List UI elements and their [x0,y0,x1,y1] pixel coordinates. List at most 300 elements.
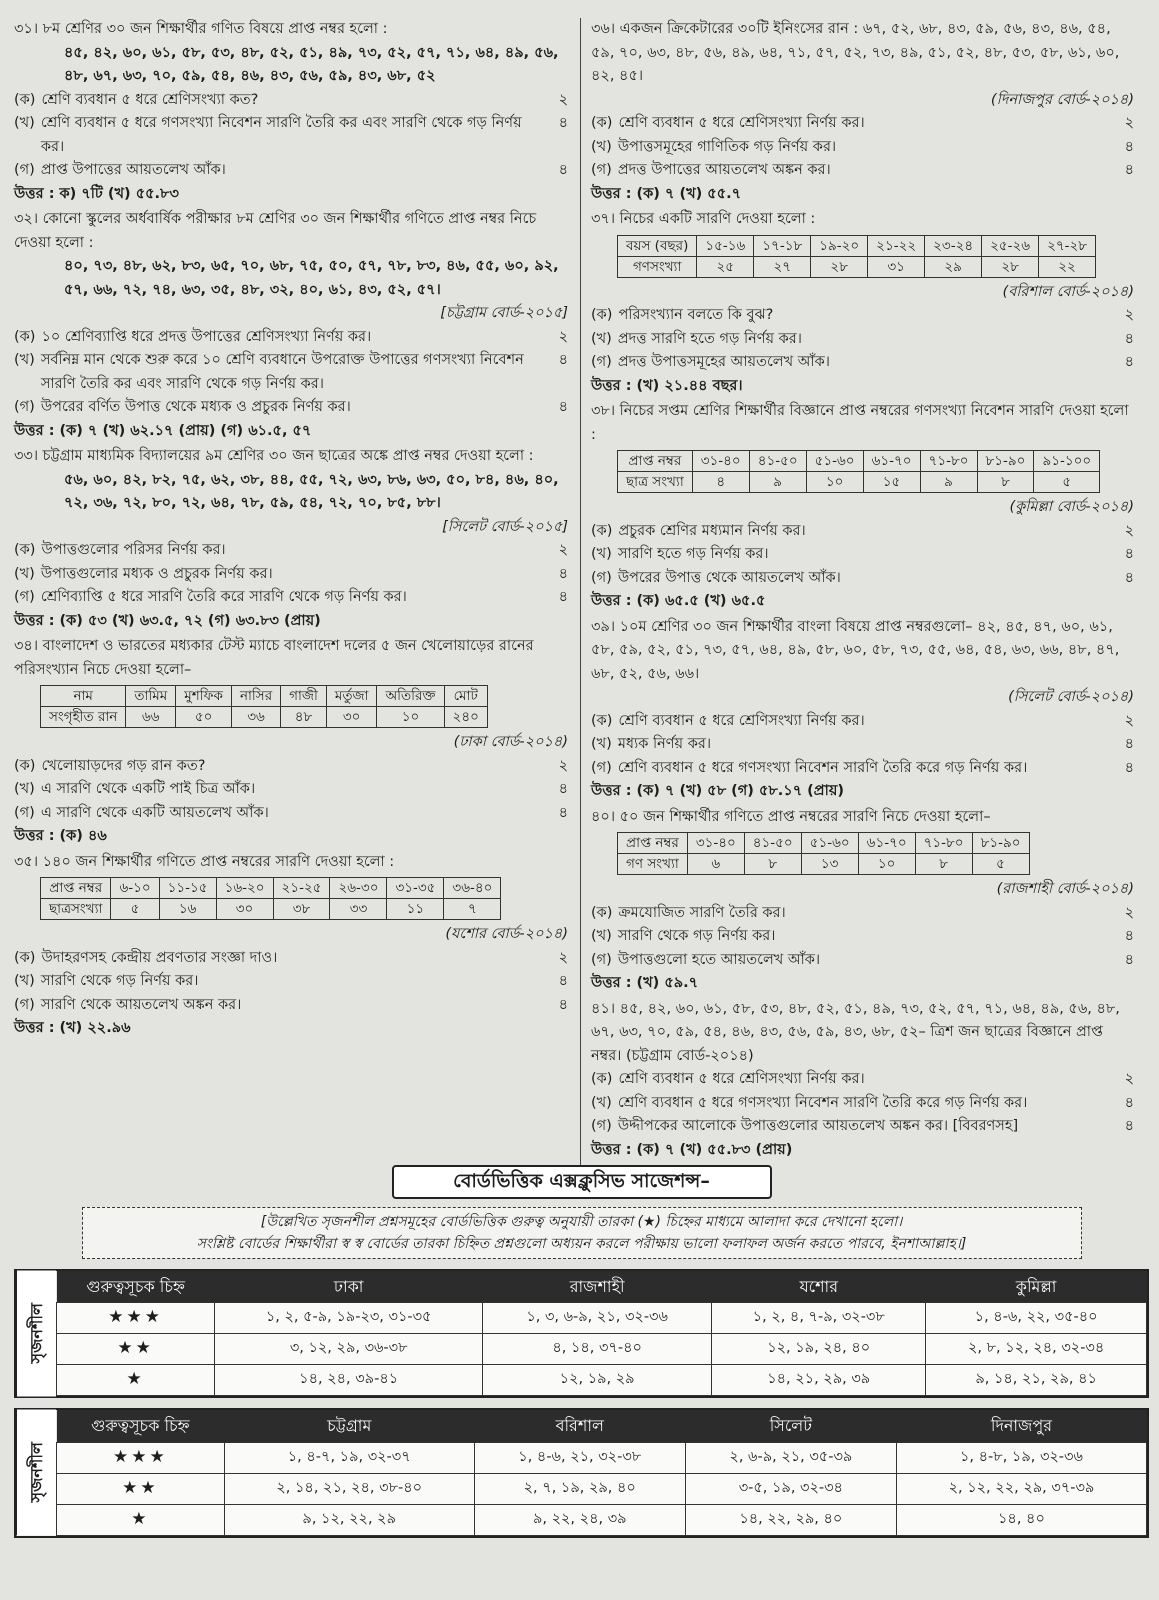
question-stem: ৪০। ৫০ জন শিক্ষার্থীর গণিতে প্রাপ্ত নম্বরের সারণি নিচে দেওয়া হলো– [591,808,991,825]
table-cell: মোট [444,686,487,707]
table-cell: ৮ [915,854,972,875]
sub-label: (গ) [591,1118,612,1134]
sub-text: শ্রেণি ব্যবধান ৫ ধরে শ্রেণিসংখ্যা নির্ণয় কর। [618,115,865,131]
table-cell: ৩৩ [330,899,387,920]
table-cell: ১৪, ২৪, ৩৯-৪১ [215,1365,483,1396]
sub-text: প্রাপ্ত উপাত্তের আয়তলেখ আঁক। [40,162,226,178]
table-cell: ১০ [377,707,444,728]
sub-text: উপরের বর্ণিত উপাত্ত থেকে মধ্যক ও প্রচুরক নির্ণয় কর। [40,399,351,415]
star-rating: ★★★ [57,1442,225,1473]
sub-label: (খ) [591,330,612,347]
table-cell: ৮১-৯০ [977,451,1034,472]
answer: উত্তর : (খ) ২১.৪৪ বছর। [591,377,743,394]
sub-question [14,802,568,826]
sub-label: (ক) [591,522,613,539]
table-cell: ২৯ [925,256,982,277]
table-cell: ২১-২২ [868,235,925,256]
table-row [57,1365,1147,1396]
sub-label: (গ) [14,162,35,178]
table-cell: বয়স (বছর) [618,235,697,256]
column-header: কুমিল্লা [926,1271,1147,1303]
data-table [40,685,488,728]
sub-question [591,520,1134,544]
table-cell: ৩, ১২, ২৯, ৩৬-৩৮ [215,1334,483,1365]
sub-text: সারণি হতে গড় নির্ণয় কর। [617,546,769,562]
sub-text: প্রচুরক শ্রেণির মধ্যমান নির্ণয় কর। [618,522,806,539]
table-cell: ৬-১০ [111,878,159,899]
table-cell: ৯ [920,472,977,493]
column-header: চট্টগ্রাম [224,1410,474,1442]
table-cell: ৫ [1034,472,1100,493]
sub-text: উপাত্তগুলোর মধ্যক ও প্রচুরক নির্ণয় কর। [40,565,273,582]
board-source: (দিনাজপুর বোর্ড-২০১৪) [990,91,1134,108]
board-table [56,1271,1147,1397]
table-cell: ৯, ১৪, ২১, ২৯, ৪১ [926,1365,1147,1396]
sub-question [14,970,568,994]
board-source: (কুমিল্লা বোর্ড-২০১৪) [1009,499,1134,515]
answer: উত্তর : (ক) ৫৩ (খ) ৬৩.৫, ৭২ (গ) ৬৩.৮৩ (প্রায়) [14,612,321,629]
table-cell: ৭১-৮০ [920,451,977,472]
sub-question [14,326,568,350]
table-cell: অতিরিক্ত [377,686,444,707]
table-cell: ১৯-২০ [811,235,868,256]
table-cell: ১, ২, ৪, ৭-৯, ৩২-৩৮ [712,1303,926,1334]
sub-marks: ৪ [558,804,568,821]
table-cell: ১২, ১৯, ২৯ [483,1365,712,1396]
question-stem: ৩৪। বাংলাদেশ ও ভারতের মধ্যকার টেস্ট ম্যাচে বাংলাদেশ দলের ৫ জন খেলোয়াড়ের রানের পরিসংখ্যান নিচে দেওয়া হলো– [14,638,534,678]
sub-marks: ৪ [1124,162,1134,178]
sub-text: শ্রেণি ব্যবধান ৫ ধরে গণসংখ্যা নিবেশন সারণি তৈরি কর এবং সারণি থেকে গড় নির্ণয় কর। [40,115,522,155]
sub-label: (ক) [591,115,613,131]
suggestions-section [14,1165,1149,1538]
table-cell: ৯১-১০০ [1034,451,1100,472]
table-cell: মর্তুজা [326,686,377,707]
table-cell: ৬১-৭০ [863,451,920,472]
table-cell: ১২, ১৯, ২৪, ৪০ [712,1334,926,1365]
board-source: [সিলেট বোর্ড-২০১৫] [442,518,568,535]
sub-marks: ৪ [1124,330,1134,347]
sub-label: (খ) [591,1094,612,1111]
sub-text: সর্বনিম্ন মান থেকে শুরু করে ১০ শ্রেণি ব্যবধানে উপরোক্ত উপাত্তের গণসংখ্যা নিবেশন সারণি তৈরি কর এবং সারণি থেকে গড় নির্ণয় কর। [40,352,524,392]
sub-label: (খ) [14,781,35,797]
table-cell: প্রাপ্ত নম্বর [618,833,688,854]
question [14,18,568,206]
table-cell: ২, ১৪, ২১, ২৪, ৩৮-৪০ [224,1473,474,1504]
question-stem: ৩৯। ১০ম শ্রেণির ৩০ জন শিক্ষার্থীর বাংলা বিষয়ে প্রাপ্ত নম্বরগুলো– ৪২, ৪৫, ৪৭, ৬০, ৬১, ৫৮, ৫৯, ৫২, ৫১, ৭৩, ৫৭, ৬৪, ৪৯, ৫৮, ৬০, ৫৮, ৭৩, ৫৫, ৬৪, ৫৪, ৬৩, ৬৬, ৪৮, ৪৭, ৬৮, ৫২, ৫৬, ৬৬। [591,618,1120,682]
sub-marks: ২ [558,328,568,345]
sub-label: (গ) [591,759,612,776]
table-cell: ৩১-৩৫ [387,878,444,899]
sub-label: (ক) [14,949,36,966]
sub-label: (খ) [14,352,35,368]
table-cell: ৯, ২২, ২৪, ৩৯ [474,1504,685,1535]
right-column [580,18,1140,1168]
table-cell: প্রাপ্ত নম্বর [618,451,693,472]
question [14,635,568,849]
column-header: ঢাকা [215,1271,483,1303]
answer: উত্তর : (খ) ৫৯.৭ [591,975,699,991]
table-cell: নাম [41,686,126,707]
table-cell: ৯, ১২, ২২, ২৯ [224,1504,474,1535]
sub-text: শ্রেণিব্যাপ্তি ৫ ধরে সারণি তৈরি করে সারণি থেকে গড় নির্ণয় কর। [40,589,407,605]
sub-marks: ৪ [558,352,568,368]
sub-text: এ সারণি থেকে একটি পাই চিত্র আঁক। [40,781,256,797]
table-cell: গাজী [281,686,327,707]
table-row [618,854,1030,875]
table-cell: ৬৬ [126,707,176,728]
table-cell: ১৪, ২১, ২৯, ৩৯ [712,1365,926,1396]
header-row [57,1271,1147,1303]
question-stem: ৪১। ৪৫, ৪২, ৬০, ৬১, ৫৮, ৫৩, ৪৮, ৫২, ৫১, ৪৯, ৭৩, ৫২, ৫৭, ৭১, ৬৪, ৪৯, ৫৬, ৪৮, ৬৭, ৬৩, ৭০, ৫৯, ৫৪, ৪৬, ৪৩, ৫৬, ৫৯, ৪৩, ৬৮, ৫২– ত্রিশ জন ছাত্রের বিজ্ঞানে প্রাপ্ত নম্বর। (চট্টগ্রাম বোর্ড-২০১৪) [591,1000,1120,1064]
table-cell: ১, ২, ৫-৯, ১৯-২৩, ৩১-৩৫ [215,1303,483,1334]
left-column [14,18,574,1168]
answer: উত্তর : (ক) ৭ (খ) ৫৫.৭ [591,185,742,202]
sub-label: (ক) [14,328,36,345]
question [591,18,1134,206]
sub-label: (খ) [14,565,35,582]
sub-question [14,586,568,610]
star-rating: ★★★ [57,1303,215,1334]
question [591,616,1134,804]
table-cell: ৪ [692,472,749,493]
sub-question [14,563,568,587]
table-cell: ৩৬ [231,707,280,728]
table-row [41,899,501,920]
sub-label: (ক) [591,712,613,729]
sub-marks: ২ [558,757,568,774]
sub-question [14,994,568,1018]
column-header: বরিশাল [474,1410,685,1442]
table-cell: ২, ৬-৯, ২১, ৩৫-৩৯ [685,1442,896,1473]
sub-label: (গ) [14,399,35,415]
sub-question [591,949,1134,973]
sub-label: (ক) [591,307,613,323]
sub-marks: ২ [558,91,568,108]
board-source: (সিলেট বোর্ড-২০১৪) [1008,689,1134,705]
table-row [41,707,488,728]
sub-marks: ৪ [1124,951,1134,968]
question-data: ৪০, ৭৩, ৪৮, ৬২, ৮৩, ৬৫, ৭০, ৬৮, ৭৫, ৫০, ৫৭, ৭৮, ৮৩, ৪৬, ৫৫, ৬০, ৯২, ৫৭, ৬৬, ৭২, ৭৪, ৬৩, ৩৫, ৪৮, ৩২, ৪০, ৬১, ৪৩, ৫২, ৫৭। [64,258,559,298]
sub-label: (খ) [591,546,612,562]
table-row [618,833,1030,854]
table-cell: ১, ৪-৬, ২১, ৩২-৩৮ [474,1442,685,1473]
sub-marks: ৪ [558,162,568,178]
data-table [40,877,501,920]
table-cell: ৫১-৬০ [801,833,858,854]
question [591,806,1134,996]
sub-marks: ৪ [558,399,568,415]
table-cell: ৩-৫, ১৯, ৩২-৩৪ [685,1473,896,1504]
table-row [618,256,1096,277]
answer: উত্তর : (খ) ২২.৯৬ [14,1020,131,1036]
sub-marks: ২ [558,949,568,966]
question [14,445,568,633]
suggestions-notice [82,1207,1082,1259]
sub-marks: ২ [1124,522,1134,539]
table-row [41,878,501,899]
table-cell: ২১-২৫ [273,878,330,899]
answer: উত্তর : (ক) ৭ (খ) ৫৮ (গ) ৫৮.১৭ (প্রায়) [591,783,844,799]
sub-text: এ সারণি থেকে একটি আয়তলেখ আঁক। [40,804,269,821]
table-cell: ৩১-৪০ [692,451,749,472]
sub-text: উদ্দীপকের আলোকে উপাত্তগুলোর আয়তলেখ অঙ্কন কর। [বিবরণসহ] [617,1118,1019,1134]
sub-text: মধ্যক নির্ণয় কর। [617,736,712,752]
sub-question [591,1068,1134,1092]
sub-question [591,112,1134,136]
sub-marks: ৪ [558,996,568,1013]
sub-text: পরিসংখ্যান বলতে কি বুঝ? [618,307,774,323]
sub-marks: ৪ [558,565,568,582]
sub-question [14,396,568,420]
answer: উত্তর : (ক) ৪৬ [14,828,107,844]
sub-question [591,159,1134,183]
table-cell: ৭ [444,899,501,920]
star-rating: ★ [57,1504,225,1535]
sub-label: (গ) [591,162,612,178]
sub-question [591,710,1134,734]
sub-marks: ২ [1124,712,1134,729]
sub-question [14,947,568,971]
sub-marks: ২ [1124,115,1134,131]
table-cell: ১১ [387,899,444,920]
table-cell: ২২ [1039,256,1096,277]
table-cell: ১, ৪-৬, ২২, ৩৫-৪০ [926,1303,1147,1334]
sub-question [14,778,568,802]
table-cell: ১৪, ৪০ [896,1504,1146,1535]
sub-question [591,543,1134,567]
sub-question [591,925,1134,949]
board-source: (বরিশাল বোর্ড-২০১৪) [1002,283,1134,300]
sub-marks: ৪ [1124,546,1134,562]
sub-question [591,1115,1134,1139]
sub-text: উপাত্তগুলোর পরিসর নির্ণয় কর। [41,542,226,558]
sub-marks: ২ [1124,307,1134,323]
data-table [617,832,1030,875]
sub-text: শ্রেণি ব্যবধান ৫ ধরে গণসংখ্যা নিবেশন সারণি তৈরি করে গড় নির্ণয় কর। [617,1094,1028,1111]
sub-question [14,89,568,113]
sub-marks: ৪ [558,781,568,797]
sub-label: (ক) [591,1071,613,1087]
table-cell: ৫ [111,899,159,920]
column-header: দিনাজপুর [896,1410,1146,1442]
board-source: (যশোর বোর্ড-২০১৪) [445,926,568,942]
question [14,208,568,443]
table-cell: সংগৃহীত রান [41,707,126,728]
question-stem: ৩৬। একজন ক্রিকেটারের ৩০টি ইনিংসের রান : ৬৭, ৫২, ৬৮, ৪৩, ৫৯, ৫৬, ৪৩, ৪৬, ৫৪, ৫৯, ৭০, ৬৩, ৪৮, ৫৬, ৪৯, ৬৪, ৭১, ৫৭, ৫২, ৭৩, ৪৯, ৫১, ৫২, ৪৮, ৫৩, ৫৮, ৬১, ৬০, ৪২, ৪৫। [591,21,1120,84]
sub-question [14,112,568,159]
sub-text: শ্রেণি ব্যবধান ৫ ধরে গণসংখ্যা নিবেশন সারণি তৈরি করে গড় নির্ণয় কর। [617,759,1028,776]
sub-question [14,349,568,396]
table-cell: ৪, ১৪, ৩৭-৪০ [483,1334,712,1365]
sub-text: শ্রেণি ব্যবধান ৫ ধরে শ্রেণিসংখ্যা নির্ণয় কর। [618,712,865,729]
question [14,851,568,1041]
table-cell: ১০ [806,472,863,493]
sub-label: (গ) [591,569,612,586]
table-cell: ১৩ [801,854,858,875]
sub-marks: ৪ [1124,759,1134,776]
sub-question [591,757,1134,781]
column-header: গুরুত্বসূচক চিহ্ন [57,1271,215,1303]
sub-marks: ৪ [1124,138,1134,155]
sub-text: উপরের উপাত্ত থেকে আয়তলেখ আঁক। [617,569,841,586]
table-cell: ৫১-৬০ [806,451,863,472]
notice-line: সংশ্লিষ্ট বোর্ডের শিক্ষার্থীরা স্ব স্ব বোর্ডের তারকা চিহ্নিত প্রশ্নগুলো অধ্যয়ন করলে পরীক্ষায় ভালো ফলাফল অর্জন করতে পারবে, ইনশাআল্লাহ।] [196,1235,967,1252]
sub-label: (গ) [14,589,35,605]
table-cell: ১৫-১৬ [697,235,754,256]
question [591,400,1134,614]
sub-marks: ৪ [558,115,568,131]
table-row [57,1442,1147,1473]
table-cell: ২৭ [754,256,811,277]
question-stem: ৩২। কোনো স্কুলের অর্ধবার্ষিক পরীক্ষার ৮ম শ্রেণির ৩০ জন শিক্ষার্থীর গণিতে প্রাপ্ত নম্বর নিচে দেওয়া হলো : [14,211,537,251]
notice-line: [উল্লেখিত সৃজনশীল প্রশ্নসমূহের বোর্ডভিত্তিক গুরুত্ব অনুযায়ী তারকা (★) চিহ্নের মাধ্যমে আলাদা করে দেখানো হলো। [260,1213,903,1230]
star-rating: ★★ [57,1334,215,1365]
sub-question [591,567,1134,591]
sub-marks: ৪ [1124,736,1134,752]
table-row [57,1303,1147,1334]
sub-marks: ৪ [1124,354,1134,370]
column-header: সিলেট [685,1410,896,1442]
sub-text: উদাহরণসহ কেন্দ্রীয় প্রবণতার সংজ্ঞা দাও। [41,949,278,966]
sub-label: (ক) [14,757,36,774]
question-stem: ৩৩। চট্টগ্রাম মাধ্যমিক বিদ্যালয়ের ৯ম শ্রেণির ৩০ জন ছাত্রের অঙ্কে প্রাপ্ত নম্বর দেওয়া হলো : [14,448,534,464]
table-cell: ৩০ [326,707,377,728]
suggestions-title: বোর্ডভিত্তিক এক্সক্লুসিভ সাজেশন্স– [392,1165,772,1199]
side-label: সৃজনশীল [16,1271,56,1397]
sub-marks: ৪ [558,589,568,605]
table-cell: ৩১ [868,256,925,277]
table-cell: গণসংখ্যা [618,256,697,277]
table-cell: ২৮ [811,256,868,277]
table-cell: তামিম [126,686,176,707]
sub-label: (গ) [591,951,612,968]
table-cell: ১১-১৫ [159,878,216,899]
table-cell: ৩৮ [273,899,330,920]
table-cell: ২৩-২৪ [925,235,982,256]
sub-marks: ৪ [558,973,568,989]
table-row [57,1334,1147,1365]
table-cell: ৬১-৭০ [858,833,915,854]
data-table [617,235,1096,278]
table-cell: মুশফিক [176,686,232,707]
sub-question [591,902,1134,926]
question-data: ৪৫, ৪২, ৬০, ৬১, ৫৮, ৫৩, ৪৮, ৫২, ৫১, ৪৯, ৭৩, ৫২, ৫৭, ৭১, ৬৪, ৪৯, ৫৬, ৪৮, ৬৭, ৬৩, ৭০, ৫৯, ৫৪, ৪৬, ৪৩, ৫৬, ৫৯, ৪৩, ৬৮, ৫২ [64,44,559,84]
table-row [618,472,1100,493]
table-cell: ১, ৪-৮, ১৯, ৩২-৩৬ [896,1442,1146,1473]
answer: উত্তর : (ক) ৭ (খ) ৫৫.৮৩ (প্রায়) [591,1141,793,1158]
sub-text: শ্রেণি ব্যবধান ৫ ধরে শ্রেণিসংখ্যা নির্ণয় কর। [618,1071,865,1087]
sub-question [14,539,568,563]
sub-question [591,304,1134,328]
sub-marks: ২ [1124,1071,1134,1087]
sub-question [14,159,568,183]
table-cell: ৭১-৮০ [915,833,972,854]
sub-label: (গ) [14,804,35,821]
star-rating: ★ [57,1365,215,1396]
table-row [57,1473,1147,1504]
table-cell: ৮১-৯০ [972,833,1029,854]
answer: উত্তর : ক) ৭টি (খ) ৫৫.৮৩ [14,185,179,202]
board-source: (রাজশাহী বোর্ড-২০১৪) [996,881,1134,897]
table-row [57,1504,1147,1535]
table-cell: ১৪, ২২, ২৯, ৪০ [685,1504,896,1535]
table-cell: ১, ৪-৭, ১৯, ৩২-৩৭ [224,1442,474,1473]
question-stem: ৩৭। নিচের একটি সারণি দেওয়া হলো : [591,211,816,227]
sub-label: (ক) [14,542,36,558]
table-cell: ৬ [687,854,744,875]
table-cell: ২৭-২৮ [1039,235,1096,256]
table-cell: ১০ [858,854,915,875]
table-cell: প্রাপ্ত নম্বর [41,878,111,899]
sub-question [591,1092,1134,1116]
sub-label: (খ) [591,138,612,155]
sub-label: (ক) [14,91,36,108]
table-cell: ৩৬-৪০ [444,878,501,899]
sub-text: সারণি থেকে আয়তলেখ অঙ্কন কর। [40,996,242,1013]
table-cell: ৮ [977,472,1034,493]
table-cell: ২, ৮, ১২, ২৪, ৩২-৩৪ [926,1334,1147,1365]
board-source: (ঢাকা বোর্ড-২০১৪) [453,734,568,750]
board-source: [চট্টগ্রাম বোর্ড-২০১৫] [440,305,568,321]
sub-text: প্রদত্ত উপাত্তের আয়তলেখ অঙ্কন কর। [617,162,831,178]
table-cell: ৫০ [176,707,232,728]
table-cell: ২৫ [697,256,754,277]
table-cell: ৯ [749,472,806,493]
sub-marks: ২ [558,542,568,558]
sub-question [591,136,1134,160]
table-row [618,451,1100,472]
question [591,998,1134,1163]
sub-marks: ৪ [1124,928,1134,944]
column-header: যশোর [712,1271,926,1303]
question-columns [14,18,1149,1168]
sub-label: (ক) [591,904,613,921]
table-cell: ২৬-৩০ [330,878,387,899]
question-stem: ৩৫। ১৪০ জন শিক্ষার্থীর গণিতে প্রাপ্ত নম্বরের সারণি দেওয়া হলো : [14,853,395,870]
table-cell: ৪১-৫০ [749,451,806,472]
sub-label: (গ) [14,996,35,1013]
table-row [41,686,488,707]
table-cell: ছাত্র সংখ্যা [618,472,693,493]
sub-text: ক্রমযোজিত সারণি তৈরি কর। [618,904,786,921]
table-cell: ১৭-১৮ [754,235,811,256]
sub-marks: ২ [1124,904,1134,921]
data-table [617,450,1100,493]
sub-label: (খ) [591,736,612,752]
table-cell: ৪১-৫০ [744,833,801,854]
table-cell: ১৬-২০ [216,878,273,899]
sub-marks: ৪ [1124,1118,1134,1134]
table-cell: ২, ১২, ২২, ২৯, ৩৭-৩৯ [896,1473,1146,1504]
table-cell: ৮ [744,854,801,875]
header-row [57,1410,1147,1442]
table-cell: ২৪০ [444,707,487,728]
table-cell: ১, ৩, ৬-৯, ২১, ৩২-৩৬ [483,1303,712,1334]
question-stem: ৩১। ৮ম শ্রেণির ৩০ জন শিক্ষার্থীর গণিত বিষয়ে প্রাপ্ত নম্বর হলো : [14,21,388,37]
table-cell: ২৮ [982,256,1039,277]
sub-marks: ৪ [1124,569,1134,586]
sub-label: (খ) [14,973,35,989]
table-cell: ছাত্রসংখ্যা [41,899,111,920]
sub-question [591,351,1134,375]
question [591,208,1134,398]
table-cell: গণ সংখ্যা [618,854,688,875]
sub-text: শ্রেণি ব্যবধান ৫ ধরে শ্রেণিসংখ্যা কত? [41,91,259,108]
suggestion-table [14,1408,1149,1538]
sub-text: উপাত্তসমূহের গাণিতিক গড় নির্ণয় কর। [617,138,837,155]
sub-text: প্রদত্ত উপাত্তসমূহের আয়তলেখ আঁক। [617,354,830,370]
sub-question [591,733,1134,757]
